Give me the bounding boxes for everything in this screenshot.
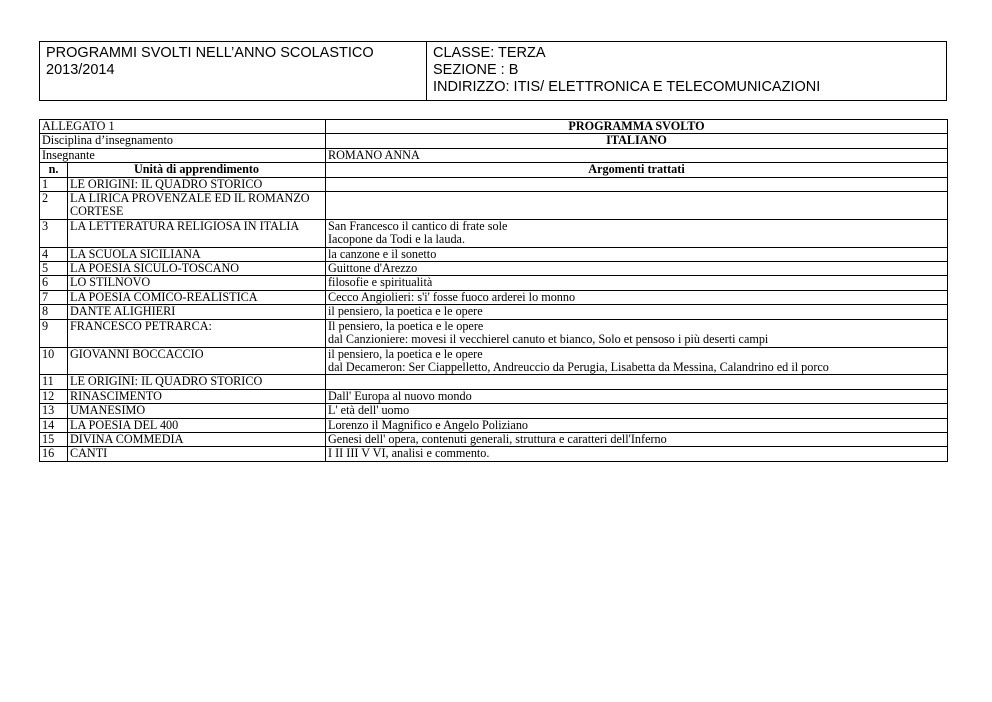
- row-number: 5: [40, 262, 68, 276]
- table-row: [40, 347, 948, 375]
- row-number: 3: [40, 219, 68, 247]
- topic-line: la canzone e il sonetto: [328, 247, 437, 261]
- row-number: 16: [40, 447, 68, 461]
- topic-line: Cecco Angiolieri: s'i' fosse fuoco arderei lo monno: [328, 290, 576, 304]
- unit-name: LA POESIA SICULO-TOSCANO: [68, 262, 326, 276]
- unit-name: DIVINA COMMEDIA: [68, 432, 326, 446]
- table-row: [40, 276, 948, 290]
- table-row: [40, 177, 948, 191]
- topic-line: I II III V VI, analisi e commento.: [328, 446, 490, 461]
- table-row: [40, 389, 948, 403]
- topics-cell: [326, 177, 948, 191]
- row-number: 7: [40, 290, 68, 304]
- unit-name: LA POESIA DEL 400: [68, 418, 326, 432]
- unit-name: LA POESIA COMICO-REALISTICA: [68, 290, 326, 304]
- row-number: 15: [40, 432, 68, 446]
- unit-name: LA LIRICA PROVENZALE ED IL ROMANZO CORTESE: [68, 192, 326, 220]
- topics-cell: [326, 192, 948, 220]
- topic-line: Il pensiero, la poetica e le opere: [328, 319, 484, 333]
- topics-cell: [326, 319, 948, 347]
- unit-name: LE ORIGINI: IL QUADRO STORICO: [68, 375, 326, 389]
- column-header-topics: Argomenti trattati: [326, 163, 948, 177]
- allegato-label: ALLEGATO 1: [40, 120, 326, 134]
- topics-cell: [326, 432, 948, 446]
- topics-cell: [326, 447, 948, 461]
- topics-cell: [326, 347, 948, 375]
- table-row: [40, 418, 948, 432]
- unit-name: GIOVANNI BOCCACCIO: [68, 347, 326, 375]
- disciplina-row: [40, 134, 948, 148]
- table-row: [40, 447, 948, 461]
- header-title: PROGRAMMI SVOLTI NELL’ANNO SCOLASTICO: [46, 45, 374, 61]
- unit-name: LE ORIGINI: IL QUADRO STORICO: [68, 177, 326, 191]
- topic-line: L' età dell' uomo: [328, 403, 410, 418]
- topic-line: San Francesco il cantico di frate sole: [328, 219, 508, 233]
- topic-line: il pensiero, la poetica e le opere: [328, 347, 483, 361]
- topics-cell: [326, 262, 948, 276]
- topics-cell: [326, 404, 948, 418]
- topics-cell: [326, 290, 948, 304]
- unit-name: LO STILNOVO: [68, 276, 326, 290]
- topics-cell: [326, 219, 948, 247]
- table-row: [40, 305, 948, 319]
- course-label: INDIRIZZO: ITIS/ ELETTRONICA E TELECOMUNICAZIONI: [433, 79, 821, 95]
- insegnante-row: [40, 148, 948, 162]
- disciplina-label: Disciplina d’insegnamento: [40, 134, 326, 148]
- table-row: [40, 432, 948, 446]
- school-year: 2013/2014: [46, 62, 115, 78]
- row-number: 13: [40, 404, 68, 418]
- disciplina-value: ITALIANO: [326, 134, 948, 148]
- program-table: [39, 119, 948, 462]
- topic-line: Iacopone da Todi e la lauda.: [328, 232, 465, 247]
- insegnante-label: Insegnante: [40, 148, 326, 162]
- row-number: 14: [40, 418, 68, 432]
- unit-name: RINASCIMENTO: [68, 389, 326, 403]
- unit-name: CANTI: [68, 447, 326, 461]
- row-number: 11: [40, 375, 68, 389]
- unit-name: LA LETTERATURA RELIGIOSA IN ITALIA: [68, 219, 326, 247]
- topic-line: dal Canzioniere: movesi il vecchierel canuto et bianco, Solo et pensoso i più deserti campi: [328, 332, 769, 347]
- unit-name: UMANESIMO: [68, 404, 326, 418]
- topic-line: il pensiero, la poetica e le opere: [328, 304, 483, 319]
- unit-name: DANTE ALIGHIERI: [68, 305, 326, 319]
- class-info-cell: [427, 42, 946, 100]
- topic-line: Lorenzo il Magnifico e Angelo Poliziano: [328, 418, 529, 432]
- row-number: 9: [40, 319, 68, 347]
- table-row: [40, 247, 948, 261]
- row-number: 12: [40, 389, 68, 403]
- topics-cell: [326, 247, 948, 261]
- table-row: [40, 404, 948, 418]
- allegato-row: [40, 120, 948, 134]
- unit-name: FRANCESCO PETRARCA:: [68, 319, 326, 347]
- row-number: 10: [40, 347, 68, 375]
- table-row: [40, 375, 948, 389]
- row-number: 1: [40, 177, 68, 191]
- table-row: [40, 319, 948, 347]
- school-year-cell: [40, 42, 427, 100]
- row-number: 4: [40, 247, 68, 261]
- table-row: [40, 192, 948, 220]
- row-number: 8: [40, 305, 68, 319]
- document-header: [39, 41, 947, 101]
- topic-line: Genesi dell' opera, contenuti generali, struttura e caratteri dell'Inferno: [328, 432, 667, 446]
- column-header-row: [40, 163, 948, 177]
- topics-cell: [326, 418, 948, 432]
- program-table-body: [40, 120, 948, 462]
- class-label: CLASSE: TERZA: [433, 45, 546, 61]
- row-number: 6: [40, 276, 68, 290]
- unit-name: LA SCUOLA SICILIANA: [68, 247, 326, 261]
- topics-cell: [326, 389, 948, 403]
- topic-line: Dall' Europa al nuovo mondo: [328, 389, 472, 403]
- table-row: [40, 290, 948, 304]
- section-label: SEZIONE : B: [433, 62, 519, 78]
- topic-line: dal Decameron: Ser Ciappelletto, Andreuccio da Perugia, Lisabetta da Messina, Calandrino ed il porco: [328, 359, 829, 374]
- topics-cell: [326, 305, 948, 319]
- table-row: [40, 219, 948, 247]
- table-row: [40, 262, 948, 276]
- column-header-n: n.: [40, 163, 68, 177]
- row-number: 2: [40, 192, 68, 220]
- topics-cell: [326, 276, 948, 290]
- insegnante-value: ROMANO ANNA: [326, 148, 948, 162]
- programma-label: PROGRAMMA SVOLTO: [326, 120, 948, 134]
- column-header-unit: Unità di apprendimento: [68, 163, 326, 177]
- topic-line: Guittone d'Arezzo: [328, 261, 418, 276]
- topic-line: filosofie e spiritualità: [328, 275, 433, 290]
- topics-cell: [326, 375, 948, 389]
